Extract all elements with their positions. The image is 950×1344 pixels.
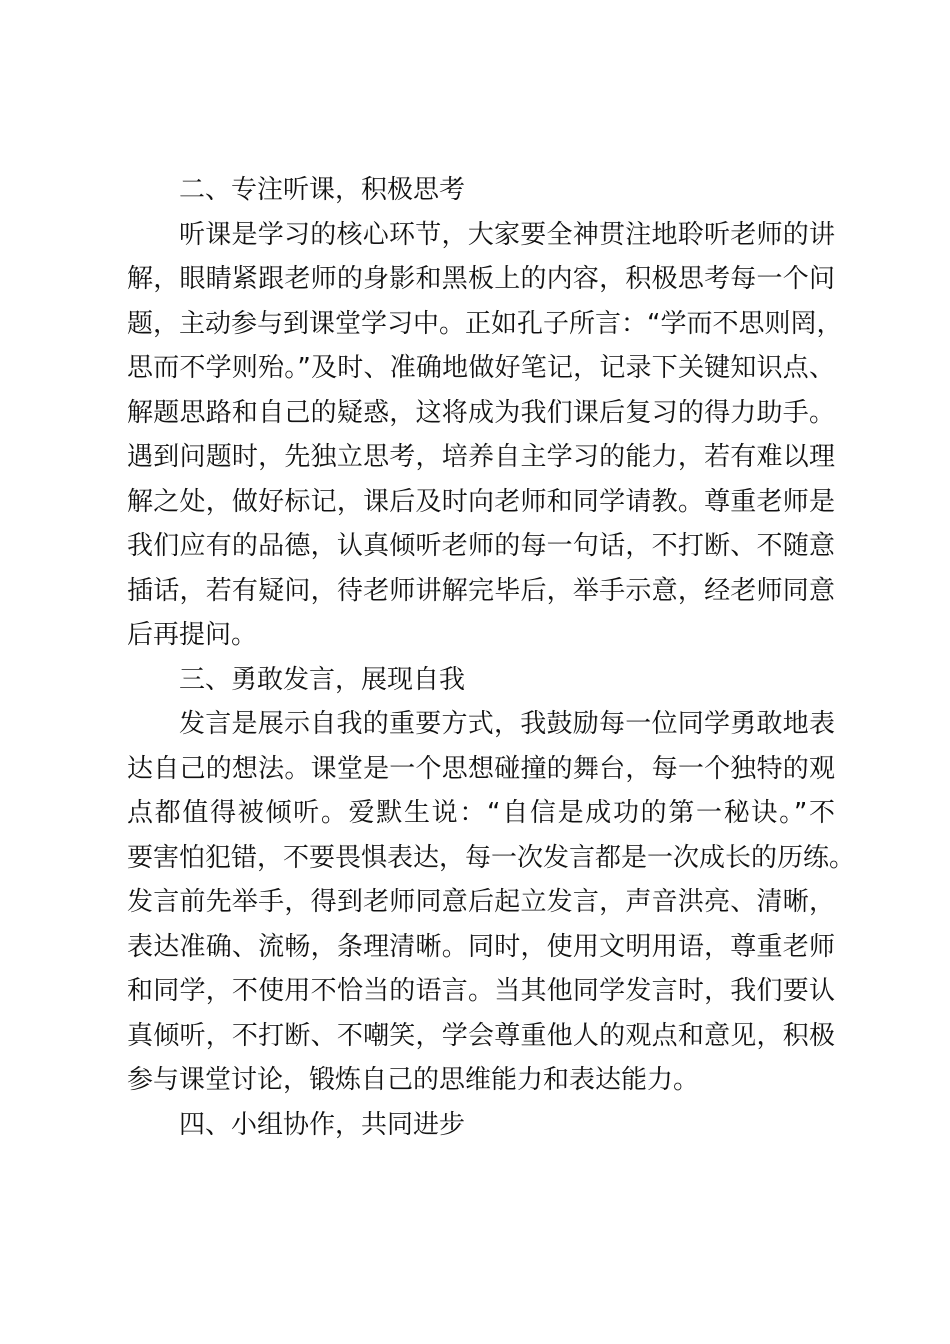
paragraph-line: 参与课堂讨论，锻炼自己的思维能力和表达能力。 (127, 1065, 700, 1095)
document-page (127, 168, 856, 1147)
paragraph-line: 发言是展示自我的重要方式，我鼓励每一位同学勇敢地表 (179, 709, 835, 739)
paragraph-line: 达自己的想法。课堂是一个思想碰撞的舞台，每一个独特的观 (127, 753, 835, 784)
paragraph-line: 插话，若有疑问，待老师讲解完毕后，举手示意，经老师同意 (127, 575, 835, 606)
paragraph-line: 点都值得被倾听。爱默生说：“自信是成功的第一秘诀。”不 (127, 798, 835, 828)
section-paragraph-3 (127, 702, 856, 1103)
section-heading-4: 四、小组协作，共同进步 (179, 1109, 466, 1140)
paragraph-line: 和同学，不使用不恰当的语言。当其他同学发言时，我们要认 (127, 976, 835, 1006)
paragraph-line: 解，眼睛紧跟老师的身影和黑板上的内容，积极思考每一个问 (127, 264, 835, 294)
paragraph-line: 思而不学则殆。”及时、准确地做好笔记，记录下关键知识点、 (127, 353, 835, 383)
paragraph-line: 真倾听，不打断、不嘲笑，学会尊重他人的观点和意见，积极 (127, 1020, 835, 1051)
paragraph-line: 后再提问。 (127, 620, 258, 650)
paragraph-line: 我们应有的品德，认真倾听老师的每一句话，不打断、不随意 (127, 531, 835, 561)
paragraph-line: 要害怕犯错，不要畏惧表达，每一次发言都是一次成长的历练。 (127, 842, 856, 873)
paragraph-line: 遇到问题时，先独立思考，培养自主学习的能力，若有难以理 (127, 442, 835, 472)
paragraph-line: 表达准确、流畅，条理清晰。同时，使用文明用语，尊重老师 (127, 931, 835, 962)
paragraph-line: 听课是学习的核心环节，大家要全神贯注地聆听老师的讲 (179, 219, 835, 250)
paragraph-line: 题，主动参与到课堂学习中。正如孔子所言：“学而不思则罔， (127, 308, 843, 339)
paragraph-line: 解题思路和自己的疑惑，这将成为我们课后复习的得力助手。 (127, 397, 835, 428)
paragraph-line: 发言前先举手，得到老师同意后起立发言，声音洪亮、清晰， (127, 887, 835, 917)
paragraph-line: 解之处，做好标记，课后及时向老师和同学请教。尊重老师是 (127, 486, 835, 517)
section-heading-2: 二、专注听课，积极思考 (179, 175, 466, 205)
section-heading-3: 三、勇敢发言，展现自我 (179, 664, 466, 695)
section-paragraph-2 (127, 213, 843, 658)
